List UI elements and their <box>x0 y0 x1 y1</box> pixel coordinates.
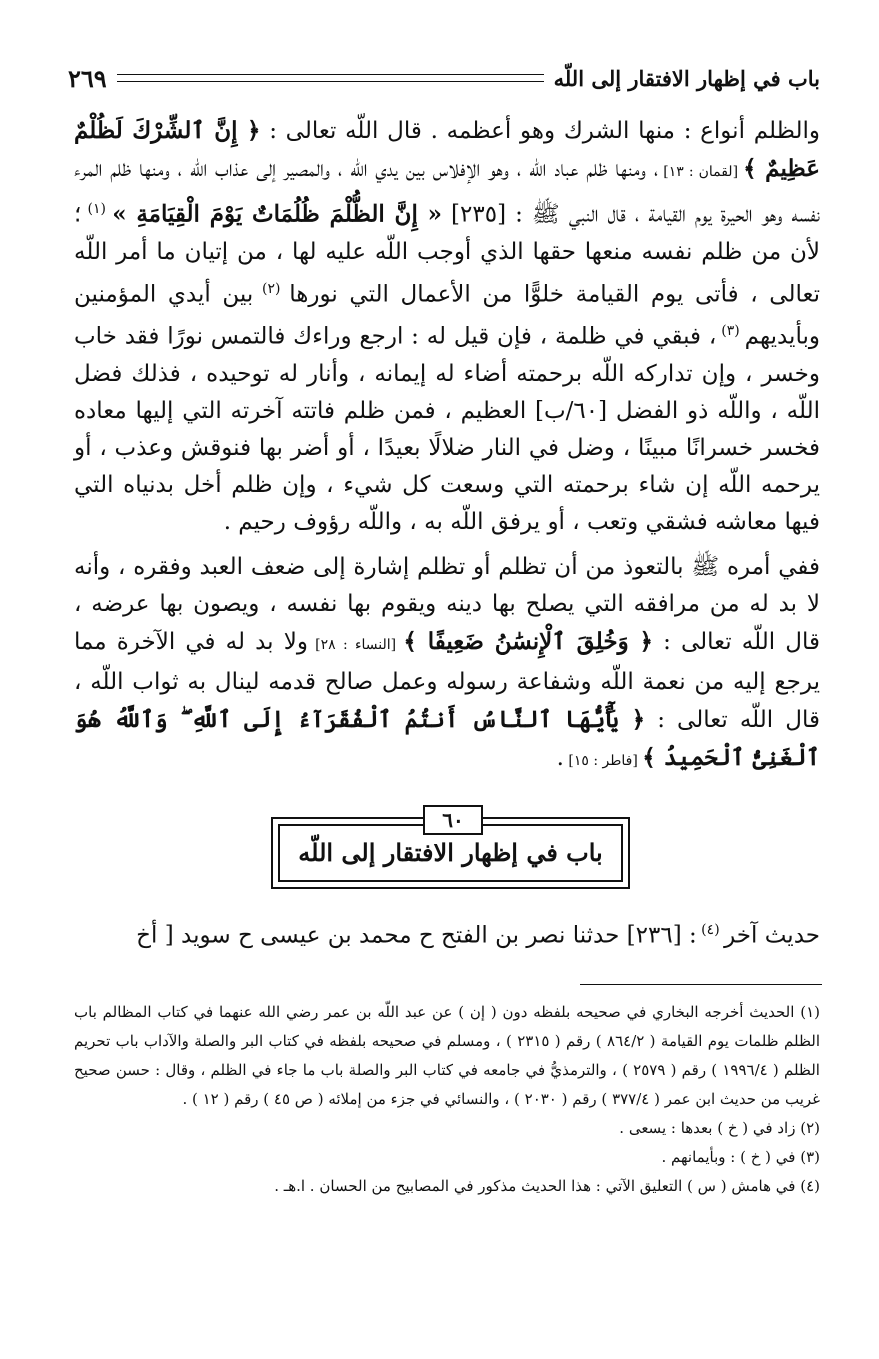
text: : [٢٣٦] حدثنا نصر بن الفتح ح محمد بن عيسى ح سويد [ أخ <box>136 922 697 949</box>
footnote-3: (٣) في ( خ ) : وبأيمانهم . <box>661 1148 820 1166</box>
text: ولا بد له في الآخرة مما يرجع إليه من نعمة اللّه وشفاعة رسوله وعمل صالح قدمه لينال به ثواب اللّه ، قال اللّه تعالى : <box>74 628 820 733</box>
chapter-heading-box <box>271 805 628 887</box>
main-text <box>74 112 820 780</box>
quran-verse: ﴿ يَٰٓأَيُّهَا ٱلنَّاسُ أَنتُمُ ٱلْفُقَرَآءُ إِلَى ٱللَّهِ ۖ وَٱللَّهُ هُوَ ٱلْغَنِىُّ ٱلْحَمِيدُ ﴾ <box>74 705 820 771</box>
footnote-2: (٢) زاد في ( خ ) بعدها : يسعى . <box>619 1119 820 1137</box>
footnote-1: (١) الحديث أخرجه البخاري في صحيحه بلفظه دون ( إن ) عن عبد اللّه بن عمر رضي الله عنهما في كتاب المظالم باب الظلم ظلمات يوم القيامة ( ٨٦٤/٢ ) رقم ( ٢٣١٥ ) ، ومسلم في صحيحه بلفظه في كتاب البر والصلة والآداب باب تحريم الظلم ( ١٩٩٦/٤ ) رقم ( ٢٥٧٩ ) ، والترمذيُّ في جامعه في كتاب البر والصلة باب ما جاء في الظلم ، وقال : حسن صحيح غريب من حديث ابن عمر ( ٣٧٧/٤ ) رقم ( ٢٠٣٠ ) ، والنسائي في جزء من إملائه ( ص ٤٥ ) رقم ( ١٢ ) . <box>74 1003 820 1108</box>
footnote-4: (٤) في هامش ( س ) التعليق الآتي : هذا الحديث مذكور في المصابيح من الحسان . ا.هـ . <box>274 1177 820 1195</box>
footnote-marker-4: (٤) <box>696 922 725 938</box>
verse-reference: [النساء : ٢٨] <box>307 636 404 653</box>
footnotes <box>74 998 820 1201</box>
verse-reference: [لقمان : ١٣] <box>658 164 744 180</box>
header-double-rule <box>117 74 544 82</box>
quran-verse: ﴿ إِنَّ ٱلشِّرْكَ لَظُلْمٌ عَظِيمٌ ﴾ <box>74 117 820 182</box>
footnote-marker-3: (٣) <box>716 323 745 340</box>
text: بين أيدي المؤمنين وبأيديهم <box>74 281 820 350</box>
chapter-number: ٦٠ <box>423 805 483 835</box>
text: ، ومنها ظلم عباد اللّه ، وهو الإفلاس بين يدي اللّه ، والمصير إلى عذاب اللّه ، ومنها ظلم المرء نفسه وهو الحيرة يوم القيامة ، قال النبي ﷺ : [٢٣٥] <box>74 156 821 228</box>
text: ؛ لأن من ظلم نفسه منعها حقها الذي أوجب اللّه عليه لها ، من إتيان ما أمر اللّه تعالى ، فأتى يوم القيامة خلوًّا من الأعمال التي نورها <box>74 201 820 308</box>
footnote-marker-2: (٢) <box>253 280 290 297</box>
text: والظلم أنواع : منها الشرك وهو أعظمه . قال اللّه تعالى : <box>260 118 820 144</box>
running-header-title: باب في إظهار الافتقار إلى اللّه <box>553 65 820 91</box>
hadith-quote: « إِنَّ الظُّلْمَ ظُلُمَاتٌ يَوْمَ الْقِيَامَةِ » <box>112 200 442 228</box>
page-number: ٢٦٩ <box>68 63 107 93</box>
chapter-title: باب في إظهار الافتقار إلى اللّه <box>298 838 603 867</box>
hadith-opening-line <box>74 910 820 956</box>
running-header <box>68 60 820 96</box>
text: ففي أمره ﷺ بالتعوذ من أن تظلم أو تظلم إشارة إلى ضعف العبد وفقره ، وأنه لا بد له من مرافقه التي يصلح بها دينه ويقوم بها نفسه ، ويصون بها عرضه ، قال اللّه تعالى : <box>74 553 820 655</box>
footnote-marker-1: (١) <box>81 201 113 217</box>
verse-reference: [فاطر : ١٥] <box>563 752 643 769</box>
text: حديث آخر <box>724 922 820 949</box>
text: ، فبقي في ظلمة ، فإن قيل له : ارجع وراءك فالتمس نورًا فقد خاب وخسر ، وإن تداركه اللّه برحمته أضاء له إيمانه ، وأنار له توحيده ، فذلك فضل اللّه ، واللّه ذو الفضل [٦٠/ب] العظيم ، فمن ظلم فاتته آخرته التي إليها معاده فخسر خسرانًا مبينًا ، وضل في النار ضلالًا بعيدًا ، أو أضر بها فنوقش وعذب ، أو يرحمه اللّه إن شاء برحمته التي وسعت كل شيء ، وإن ظلم أخل بدنياه التي فيها معاشه فشقي وتعب ، أو يرفق اللّه به ، واللّه رؤوف رحيم . <box>74 323 820 535</box>
quran-verse: ﴿ وَخُلِقَ ٱلْإِنسَٰنُ ضَعِيفًا ﴾ <box>403 627 653 655</box>
text: . <box>556 744 564 771</box>
paragraph-2 <box>74 549 820 780</box>
footnote-separator <box>580 984 822 985</box>
paragraph-1 <box>74 112 820 541</box>
